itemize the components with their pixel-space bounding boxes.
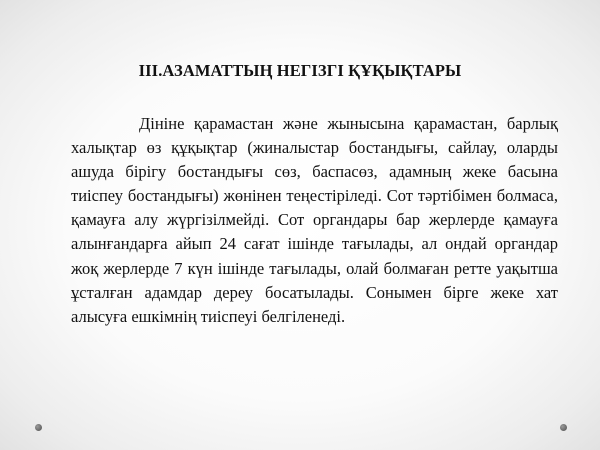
slide-title: ІІІ.АЗАМАТТЫҢ НЕГІЗГІ ҚҰҚЫҚТАРЫ <box>138 61 462 80</box>
slide-body-paragraph: Дініне қарамастан және жынысына қарамастан, барлық халықтар өз құқықтар (жиналыстар бостандығы, сайлау, оларды ашуда бірігу бостандығы сөз, баспасөз, адамның жеке басына тиіспеу бостандығы) жөнінен теңестіріледі. Сот тәртібімен болмаса, қамауға алу жүргізілмейді. Сот органдары бар жерлерде қамауға алынғандарға айып 24 сағат ішінде тағылады, ал ондай органдар жоқ жерлерде 7 күн ішінде тағылады, олай болмаған ретте уақытша ұсталған адамдар дереу босатылады. Сонымен бірге жеке хат алысуға ешкімнің тиіспеуі белгіленеді. <box>71 114 558 326</box>
decorative-dot-left <box>35 424 42 431</box>
decorative-dot-right <box>560 424 567 431</box>
